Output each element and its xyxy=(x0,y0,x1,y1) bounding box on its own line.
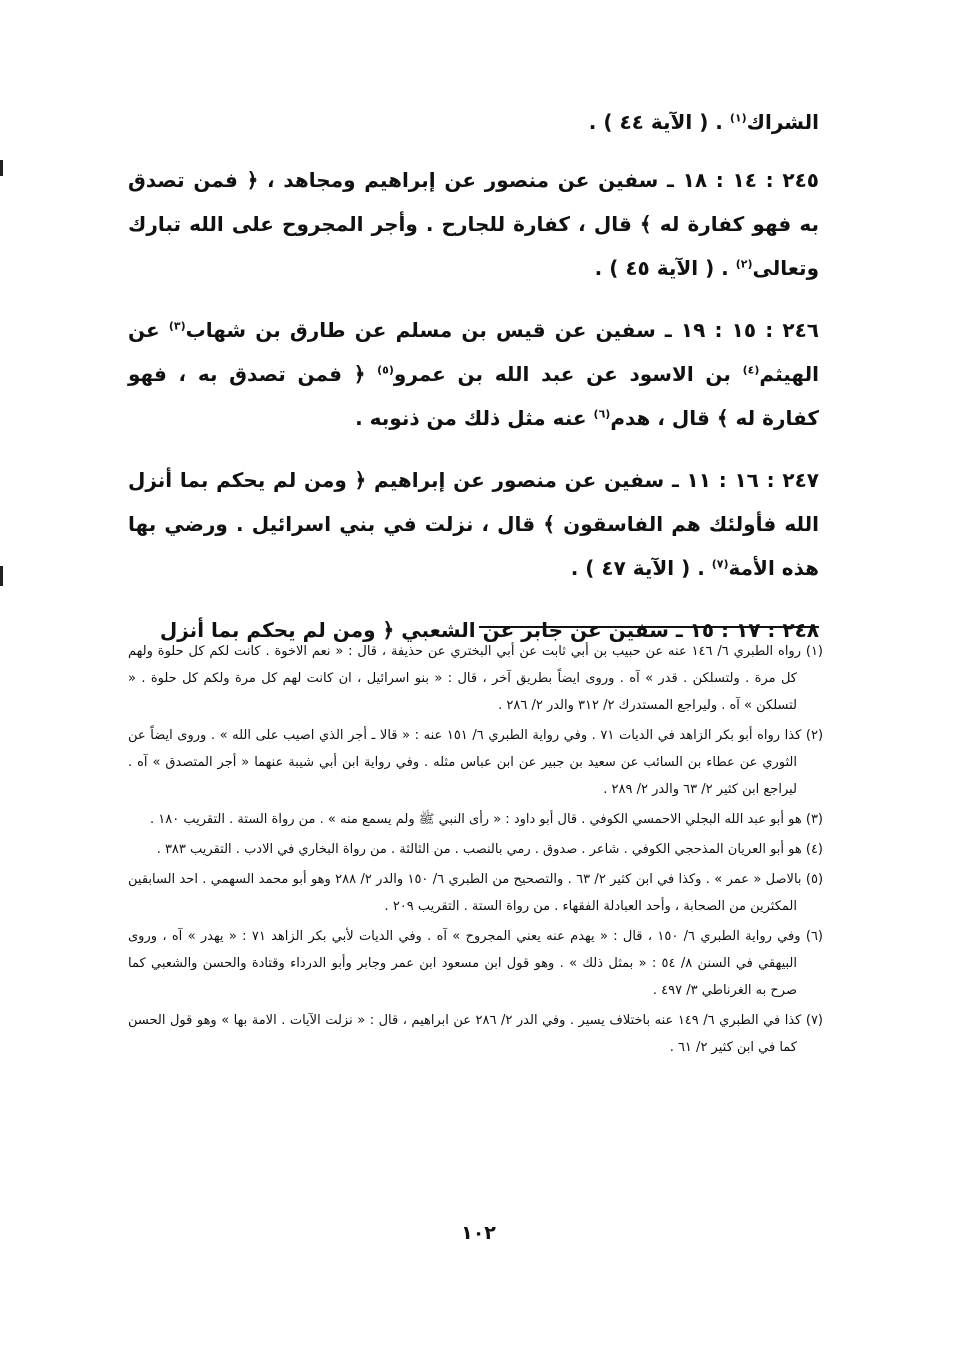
footnote-ref: (٧) xyxy=(711,557,729,571)
footnote-ref: (٥) xyxy=(377,363,394,377)
footnote-ref: (٣) xyxy=(168,319,186,333)
text-run: عن الهيثم xyxy=(128,318,819,386)
footnote-2: (٢) كذا رواه أبو بكر الزاهد في الديات ٧١ . وفي رواية الطبري ٦/ ١٥١ عنه : « قالا ـ أجر الذي اصيب على الله » . وروى ايضاً عن الثوري عن عطاء بن السائب عن سعيد بن جبير عن ابن عباس مثله . وفي رواية ابن أبي شيبة عنهما « أجر المتصدق » آه . ليراجع ابن كثير ٢/ ٦٣ والدر ٢/ ٢٨٩ . xyxy=(128,728,824,797)
verse-ref: . ( الآية ٤٥ ) . xyxy=(594,256,736,280)
main-text xyxy=(128,100,819,670)
footnote-ref: (٦) xyxy=(593,407,611,421)
entry-245 xyxy=(128,158,819,290)
text-run: عنه مثل ذلك من ذنوبه . xyxy=(355,406,594,430)
footnote-5: (٥) بالاصل « عمر » . وكذا في ابن كثير ٢/ ٦٣ . والتصحيح من الطبري ٦/ ١٥٠ والدر ٢/ ٢٨٨ وهو أبو محمد السهمي . احد السابقين المكثرين من الصحابة ، وأحد العبادلة الفقهاء . من رواة الستة . التقريب ٢٠٩ . xyxy=(128,872,824,914)
text-run: بن الاسود عن عبد الله بن عمرو xyxy=(393,362,743,386)
footnote-separator xyxy=(479,626,819,628)
footnote-ref: (٢) xyxy=(735,257,753,271)
footnote-ref: (٤) xyxy=(742,363,760,377)
footnote-6: (٦) وفي رواية الطبري ٦/ ١٥٠ ، قال : « يهدم عنه يعني المجروح » آه . وفي الديات لأبي بكر الزاهد ٧١ : « يهدر » آه ، وروى البيهقي في السنن ٨/ ٥٤ : « بمثل ذلك » . وهو قول ابن مسعود ابن عمر وجابر وأبو الدرداء وقتادة والحسن والشعبي كما صرح به الغرناطي ٣/ ٤٩٧ . xyxy=(128,929,823,998)
page-number: ١٠٢ xyxy=(461,1222,496,1244)
footnote-4: (٤) هو أبو العريان المذحجي الكوفي . شاعر . صدوق . رمي بالنصب . من الثالثة . من رواة البخاري في الادب . التقريب ٣٨٣ . xyxy=(156,842,823,857)
text-run: ٢٤٨ : ١٧ : ١٥ ـ سفين عن جابر عن الشعبي ﴿ ومن لم يحكم بما أنزل xyxy=(159,618,819,642)
scan-edge-mark xyxy=(0,566,3,586)
verse-ref: . ( الآية ٤٧ ) . xyxy=(570,556,712,580)
entry-246 xyxy=(128,308,819,440)
footnote-7: (٧) كذا في الطبري ٦/ ١٤٩ عنه باختلاف يسير . وفي الدر ٢/ ٢٨٦ عن ابراهيم ، قال : « نزلت الآيات . الامة بها » وهو قول الحسن كما في ابن كثير ٢/ ٦١ . xyxy=(128,1013,823,1055)
paragraph-continuation xyxy=(128,100,819,144)
footnotes xyxy=(128,638,823,1064)
text-run: ٢٤٥ : ١٤ : ١٨ ـ سفين عن منصور عن إبراهيم ومجاهد ، ﴿ فمن تصدق به فهو كفارة له ﴾ قال ، كفارة للجارح . وأجر المجروح على الله تبارك وتعالى xyxy=(128,168,819,280)
footnote-3: (٣) هو أبو عبد الله البجلي الاحمسي الكوفي . قال أبو داود : « رأى النبي ﷺ ولم يسمع منه » . من رواة الستة . التقريب ١٨٠ . xyxy=(149,812,823,827)
text-run: ٢٤٦ : ١٥ : ١٩ ـ سفين عن قيس بن مسلم عن طارق بن شهاب xyxy=(185,318,819,342)
text-run: ﴿ فمن تصدق به ، فهو كفارة له ﴾ قال ، هدم xyxy=(128,362,819,430)
text-run: ٢٤٧ : ١٦ : ١١ ـ سفين عن منصور عن إبراهيم ﴿ ومن لم يحكم بما أنزل الله فأولئك هم الفاسقون ﴾ قال ، نزلت في بني اسرائيل . ورضي بها هذه الأمة xyxy=(128,468,819,580)
footnote-1: (١) رواه الطبري ٦/ ١٤٦ عنه عن حبيب بن أبي ثابت عن أبي البختري عن حذيفة ، قال : « نعم الاخوة . كانت لكم كل حلوة ولهم كل مرة . ولتسلكن . قدر » آه . وروى ايضاً بطريق آخر ، قال : « بنو اسرائيل ، ان كانت لهم كل مرة ولكم كل حلوة . « لتسلكن » آه . وليراجع المستدرك ٢/ ٣١٢ والدر ٢/ ٢٨٦ . xyxy=(128,644,823,713)
scan-edge-mark xyxy=(0,160,3,176)
text-run: الشراك xyxy=(746,110,819,134)
footnote-ref: (١) xyxy=(729,111,747,125)
entry-247 xyxy=(128,458,819,590)
verse-ref: . ( الآية ٤٤ ) . xyxy=(588,110,730,134)
